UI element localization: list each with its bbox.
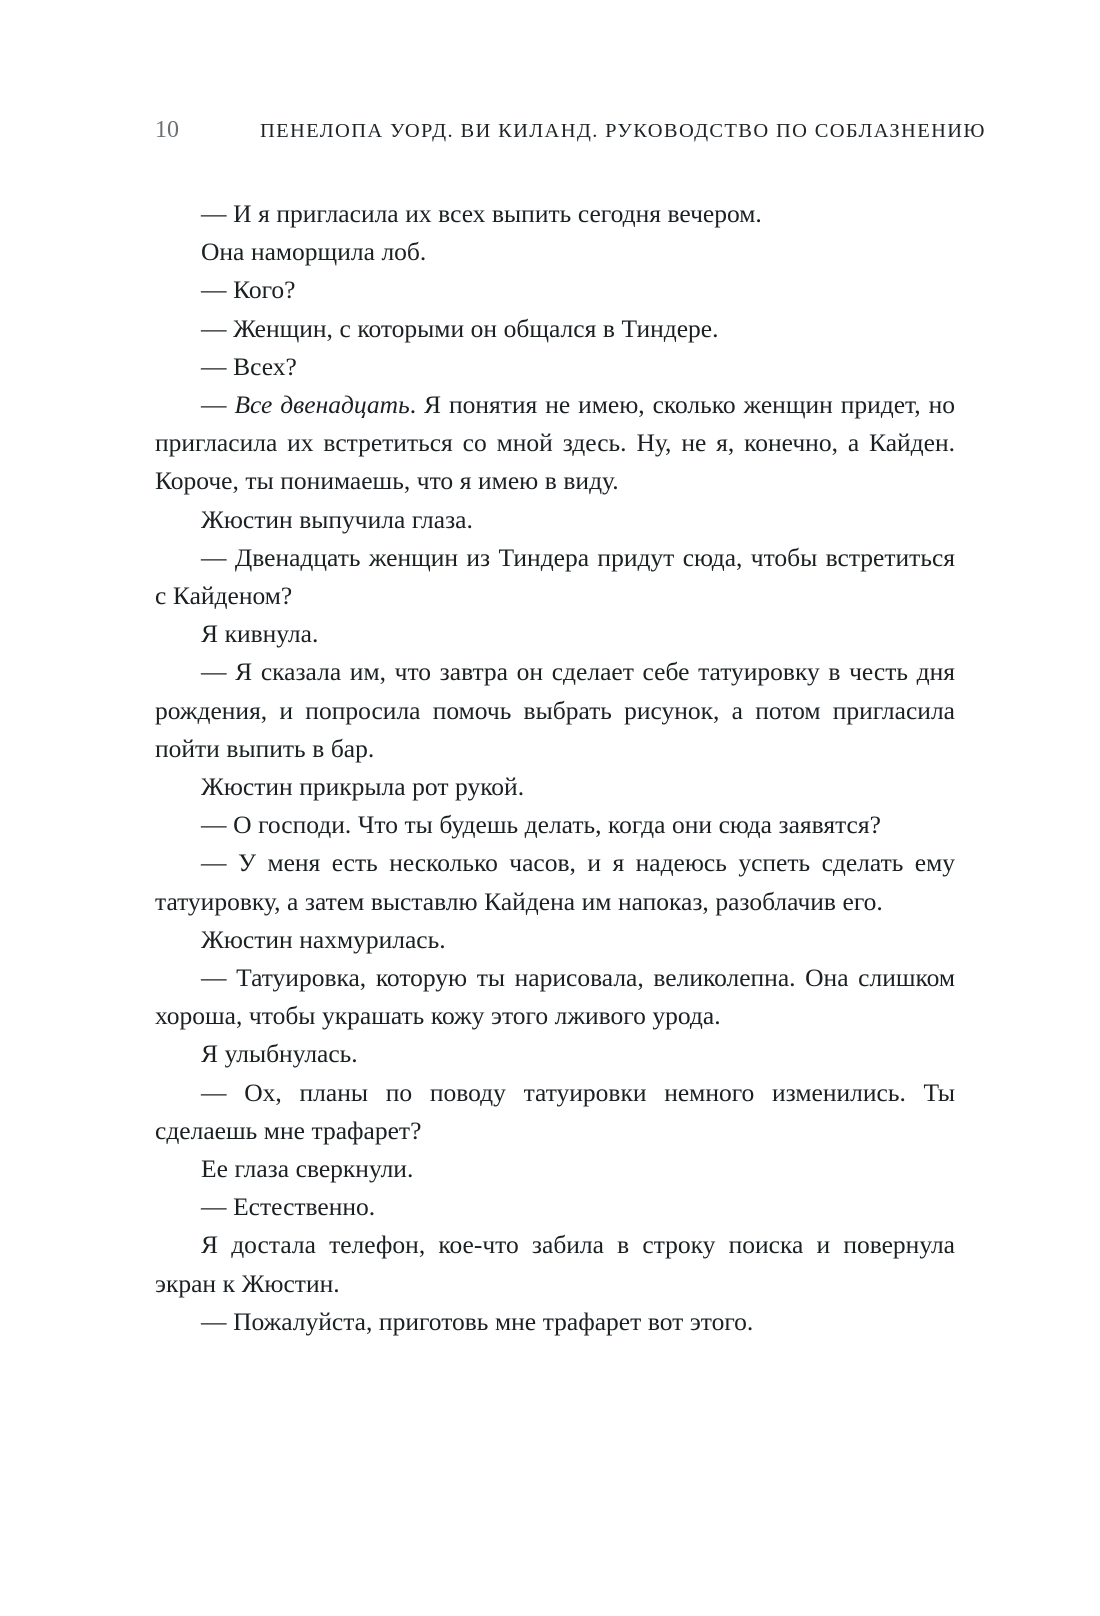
paragraph: — Двенадцать женщин из Тиндера придут сюда, чтобы встретиться с Кайденом? <box>155 542 955 611</box>
paragraph-rest: . Я понятия не имею, сколько женщин придет, но пригласила их встретиться со мной здесь. Ну, не я, конечно, а Кайден. Короче, ты понимаешь, что я имею в виду. <box>155 390 955 496</box>
paragraph: — Татуировка, которую ты нарисовала, великолепна. Она слишком хороша, чтобы украшать кожу этого лживого урода. <box>155 963 955 1031</box>
paragraph: — Ох, планы по поводу татуировки немного изменились. Ты сделаешь мне трафарет? <box>155 1077 955 1145</box>
paragraph: — Женщин, с которыми он общался в Тиндере. <box>201 313 719 343</box>
paragraph: — Кого? <box>201 275 296 305</box>
paragraph-emphasized <box>155 386 955 501</box>
paragraph: Жюстин прикрыла рот рукой. <box>201 772 525 802</box>
paragraph: Жюстин нахмурилась. <box>201 924 446 954</box>
paragraph: Ее глаза сверкнули. <box>201 1154 414 1184</box>
paragraph: Я кивнула. <box>201 619 319 649</box>
paragraph: — И я пригласила их всех выпить сегодня вечером. <box>201 199 762 228</box>
running-head-title: ПЕНЕЛОПА УОРД. ВИ КИЛАНД. РУКОВОДСТВО ПО СОБЛАЗНЕНИЮ <box>260 120 986 142</box>
paragraph: — Всех? <box>201 351 297 381</box>
paragraph: Я улыбнулась. <box>201 1039 358 1069</box>
body-text <box>155 195 955 1341</box>
paragraph: — О господи. Что ты будешь делать, когда они сюда заявятся? <box>201 810 881 840</box>
paragraph: Она наморщила лоб. <box>201 237 427 267</box>
paragraph: — Я сказала им, что завтра он сделает себе татуировку в честь дня рождения, и попросила помочь выбрать рисунок, а потом пригласила пойти выпить в бар. <box>155 657 955 763</box>
paragraph: — У меня есть несколько часов, и я надеюсь успеть сделать ему татуировку, а затем выставлю Кайдена им напоказ, разоблачив его. <box>155 848 955 916</box>
paragraph: Я достала телефон, кое-что забила в строку поиска и повернула экран к Жюстин. <box>155 1230 955 1298</box>
running-head <box>155 117 986 152</box>
paragraph: — Естественно. <box>201 1192 376 1222</box>
paragraph: Жюстин выпучила глаза. <box>201 504 473 534</box>
emphasis-all-twelve: Все двенадцать <box>234 390 410 420</box>
page-number: 10 <box>155 117 179 143</box>
paragraph: — Пожалуйста, приготовь мне трафарет вот этого. <box>201 1306 754 1336</box>
paragraph-dash: — <box>201 390 235 420</box>
